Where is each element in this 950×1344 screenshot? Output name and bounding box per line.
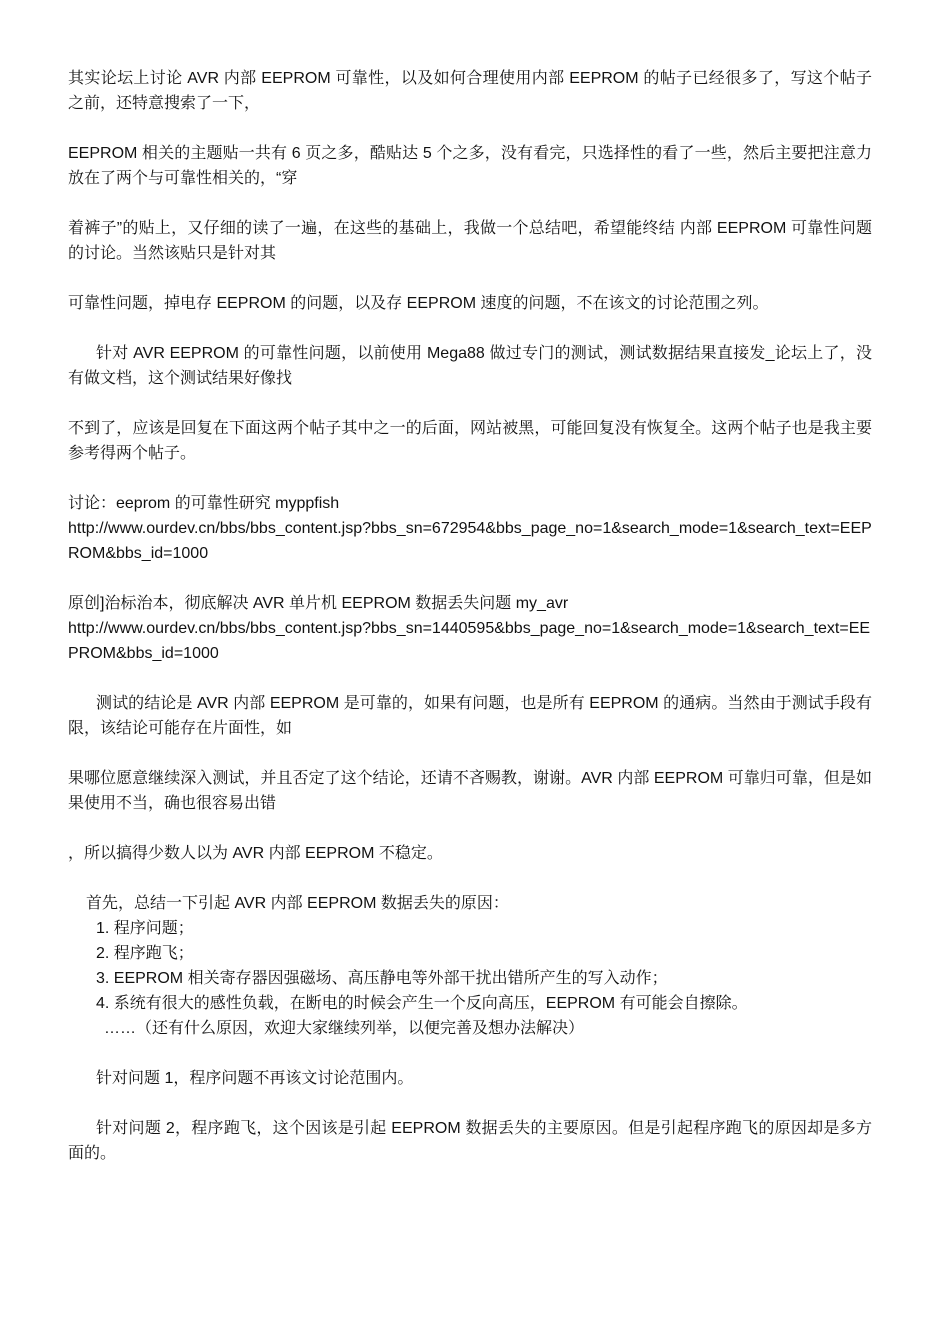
- paragraph-search-summary: EEPROM 相关的主题贴一共有 6 页之多，酷贴达 5 个之多，没有看完，只选择性的看了一些，然后主要把注意力放在了两个与可靠性相关的，“穿: [68, 145, 872, 187]
- paragraph-test-conclusion: 测试的结论是 AVR 内部 EEPROM 是可靠的，如果有问题，也是所有 EEPROM 的通病。当然由于测试手段有限，该结论可能存在片面性，如: [68, 695, 872, 737]
- reference-1-link[interactable]: http://www.ourdev.cn/bbs/bbs_content.jsp?bbs_sn=672954&bbs_page_no=1&search_mode=1&search_text=EEPROM&bbs_id=1000: [68, 520, 872, 562]
- list-item: 3. EEPROM 相关寄存器因强磁场、高压静电等外部干扰出错所产生的写入动作；: [96, 970, 668, 987]
- document-page: [68, 66, 872, 1166]
- paragraph-test-history: 针对 AVR EEPROM 的可靠性问题，以前使用 Mega88 做过专门的测试，测试数据结果直接发_论坛上了，没有做文档，这个测试结果好像找: [68, 345, 872, 387]
- paragraph-reference-posts: 不到了，应该是回复在下面这两个帖子其中之一的后面，网站被黑，可能回复没有恢复全。这两个帖子也是我主要参考得两个帖子。: [68, 420, 872, 462]
- paragraph-issue-1: 针对问题 1，程序问题不再该文讨论范围内。: [96, 1070, 414, 1087]
- list-item: 1. 程序问题；: [96, 920, 194, 937]
- list-item: ……（还有什么原因，欢迎大家继续列举，以便完善及想办法解决）: [104, 1020, 585, 1037]
- paragraph-summary-purpose: 着裤子”的贴上，又仔细的读了一遍，在这些的基础上，我做一个总结吧，希望能终结 内部 EEPROM 可靠性问题的讨论。当然该贴只是针对其: [68, 220, 872, 262]
- reference-2-title: 原创]治标治本，彻底解决 AVR 单片机 EEPROM 数据丢失问题 my_avr: [68, 595, 569, 612]
- paragraph-instability-note: ，所以搞得少数人以为 AVR 内部 EEPROM 不稳定。: [68, 845, 443, 862]
- reference-1-title: 讨论：eeprom 的可靠性研究 myppfish: [68, 495, 340, 512]
- paragraph-causes-heading: 首先，总结一下引起 AVR 内部 EEPROM 数据丢失的原因：: [86, 895, 509, 912]
- paragraph-intro: 其实论坛上讨论 AVR 内部 EEPROM 可靠性，以及如何合理使用内部 EEPROM 的帖子已经很多了，写这个帖子之前，还特意搜索了一下，: [68, 70, 872, 112]
- paragraph-issue-2: 针对问题 2，程序跑飞，这个因该是引起 EEPROM 数据丢失的主要原因。但是引起程序跑飞的原因却是多方面的。: [68, 1120, 872, 1162]
- list-item: 4. 系统有很大的感性负载，在断电的时候会产生一个反向高压，EEPROM 有可能会自擦除。: [96, 995, 748, 1012]
- paragraph-conclusion-continued: 果哪位愿意继续深入测试，并且否定了这个结论，还请不吝赐教，谢谢。AVR 内部 EEPROM 可靠归可靠，但是如果使用不当，确也很容易出错: [68, 770, 872, 812]
- reference-2: [68, 591, 872, 666]
- paragraph-scope: 可靠性问题，掉电存 EEPROM 的问题，以及存 EEPROM 速度的问题，不在该文的讨论范围之列。: [68, 295, 769, 312]
- causes-list: [68, 916, 872, 1041]
- reference-2-link[interactable]: http://www.ourdev.cn/bbs/bbs_content.jsp?bbs_sn=1440595&bbs_page_no=1&search_mode=1&search_text=EEPROM&bbs_id=1000: [68, 620, 871, 662]
- list-item: 2. 程序跑飞；: [96, 945, 194, 962]
- reference-1: [68, 491, 872, 566]
